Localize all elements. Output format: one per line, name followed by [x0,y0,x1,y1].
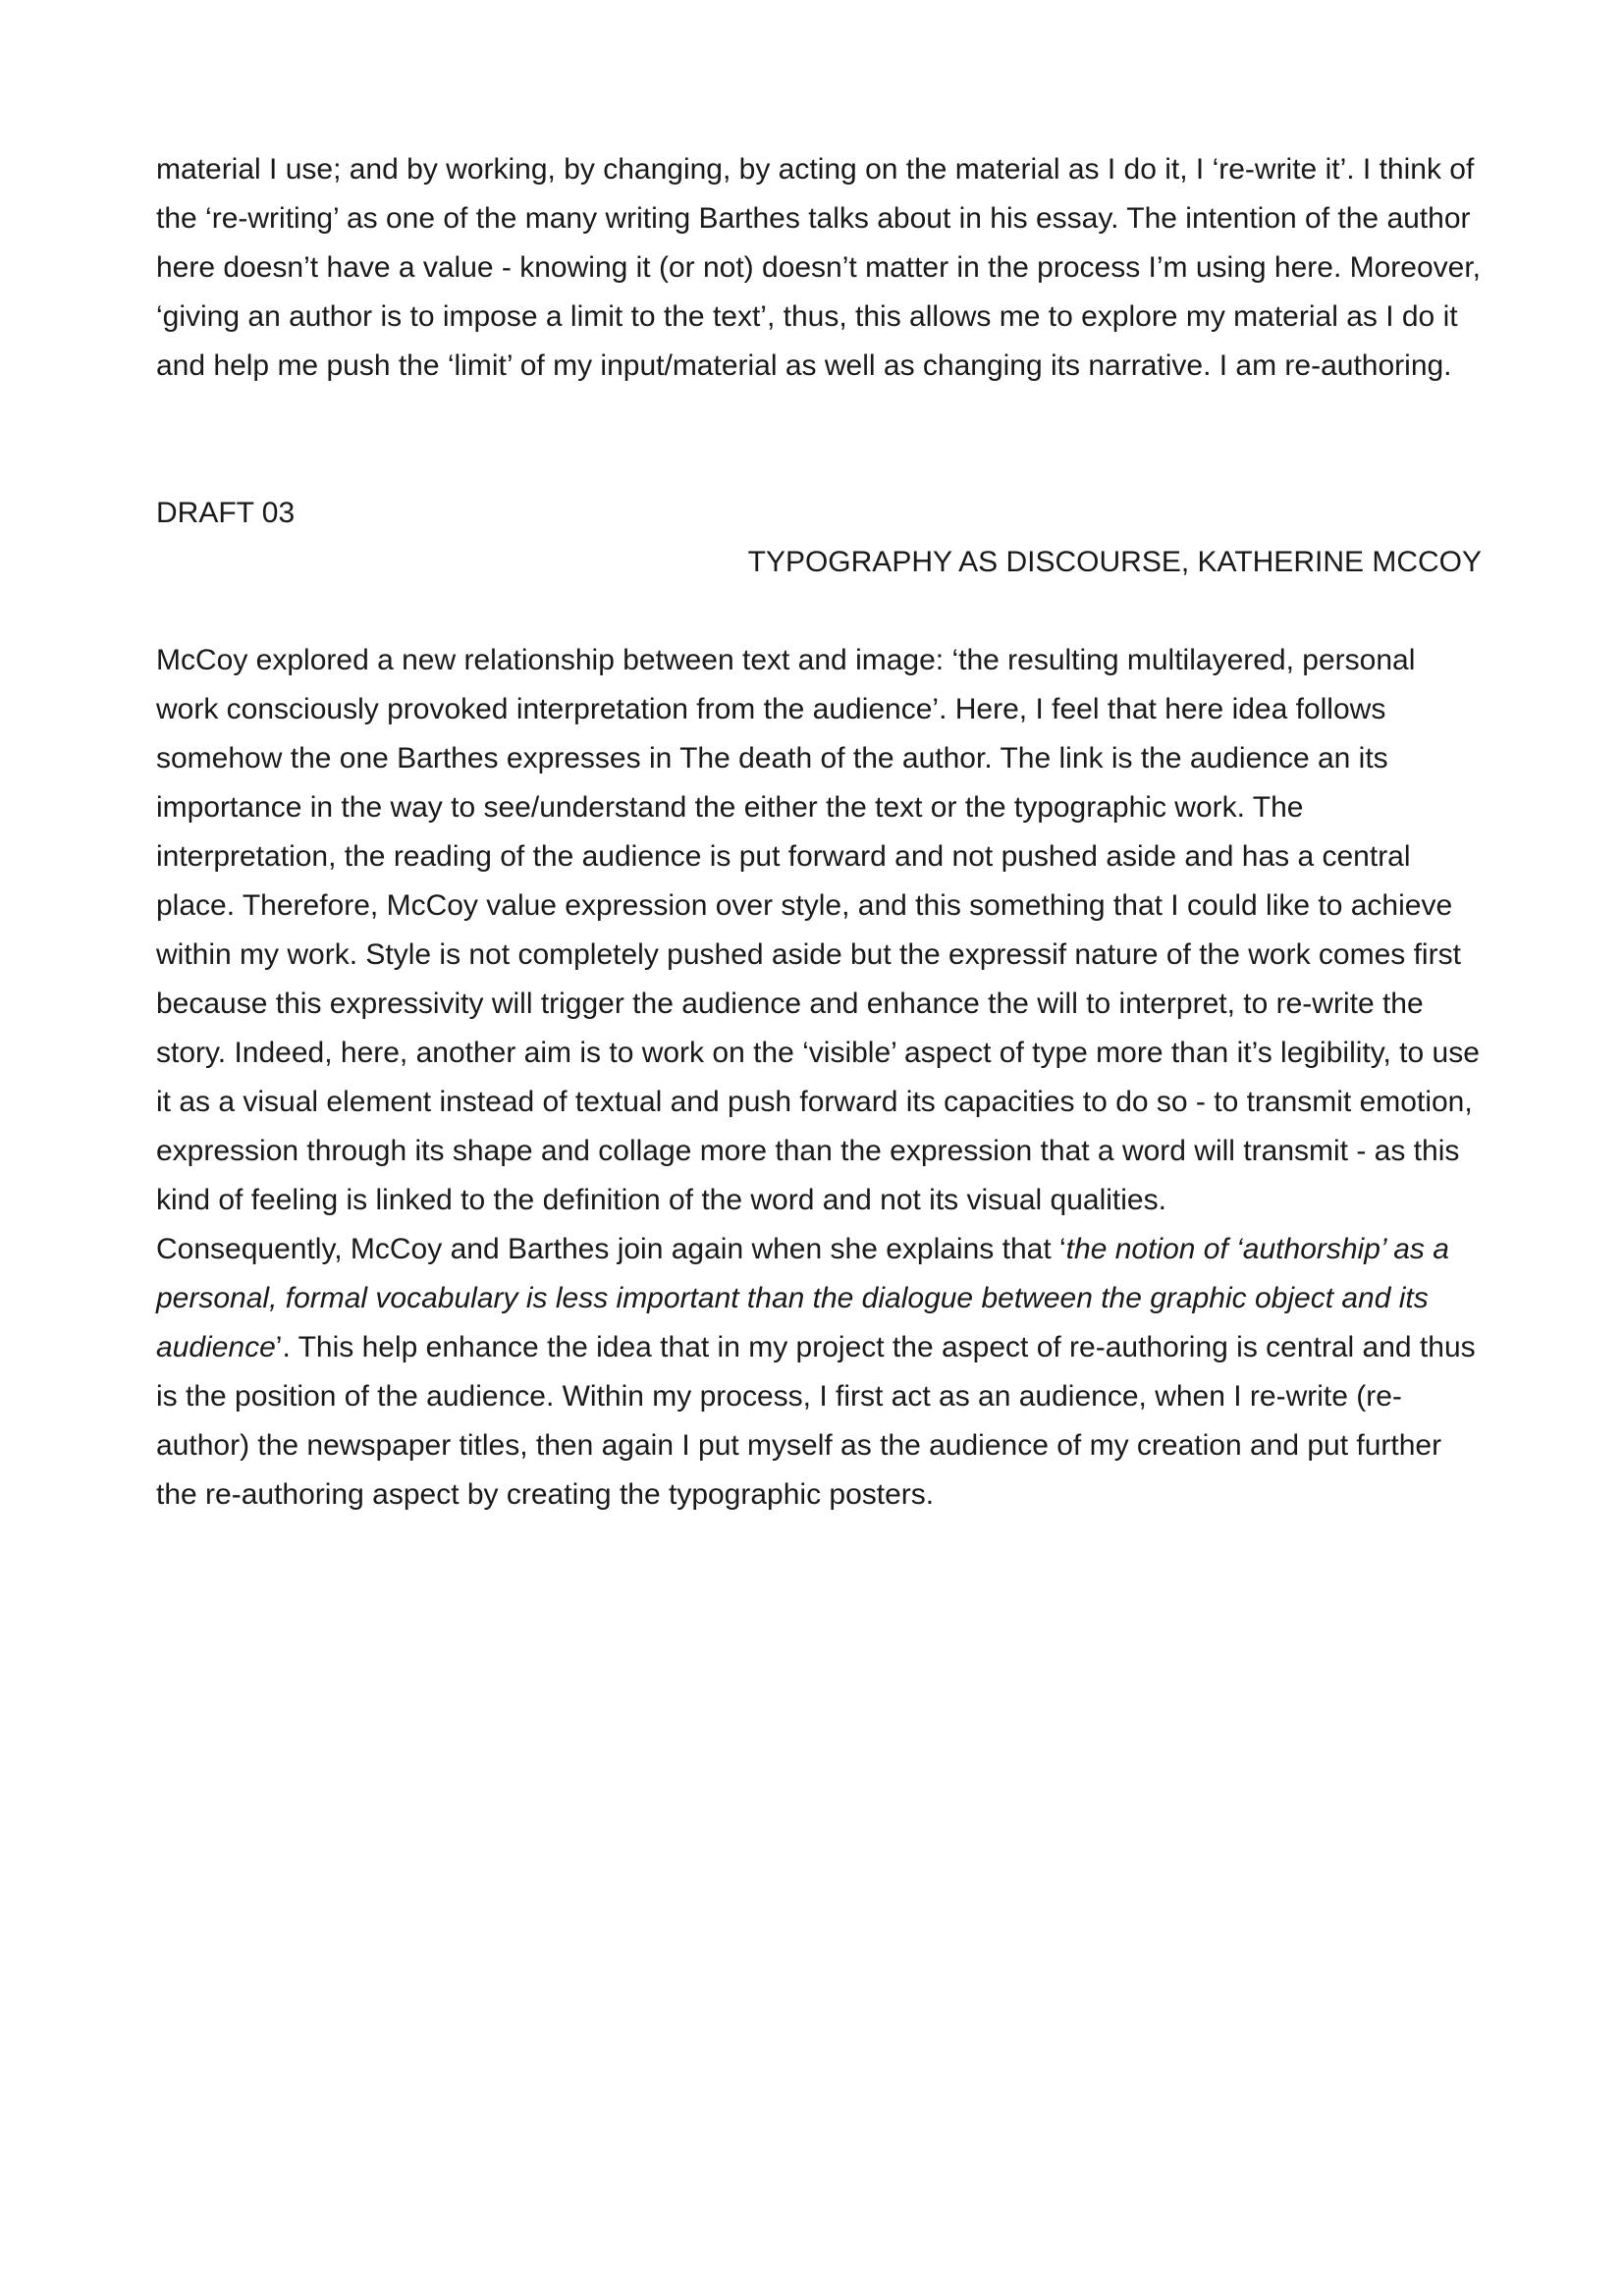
conclusion-rest: ’. This help enhance the idea that in my project the aspect of re-authoring is central and thus is the position of the audience. Within my process, I first act as an audience, when I re-write (re-author) the newspaper titles, then again I put myself as the audience of my creation and put further the re-authoring aspect by creating the typographic posters. [156,1331,1476,1511]
mccoy-paragraph: McCoy explored a new relationship between text and image: ‘the resulting multilayered, personal work consciously provoked interpretation from the audience’. Here, I feel that here idea follows somehow the one Barthes expresses in The death of the author. The link is the audience an its importance in the way to see/understand the either the text or the typographic work. The interpretation, the reading of the audience is put forward and not pushed aside and has a central place. Therefore, McCoy value expression over style, and this something that I could like to achieve within my work. Style is not completely pushed aside but the expressif nature of the work comes first because this expressivity will trigger the audience and enhance the will to interpret, to re-write the story. Indeed, here, another aim is to work on the ‘visible’ aspect of type more than it’s legibility, to use it as a visual element instead of textual and push forward its capacities to do so - to transmit emotion, expression through its shape and collage more than the expression that a word will transmit - as this kind of feeling is linked to the definition of the word and not its visual qualities. [156,644,1480,1216]
conclusion-lead: Consequently, McCoy and Barthes join again when she explains that ‘ [156,1233,1066,1265]
document-page [156,145,1482,1520]
draft-title: TYPOGRAPHY AS DISCOURSE, KATHERINE MCCOY [747,546,1482,578]
intro-paragraph: material I use; and by working, by changing, by acting on the material as I do it, I ‘re-write it’. I think of the ‘re-writing’ as one of the many writing Barthes talks about in his essay. The intention of the author here doesn’t have a value - knowing it (or not) doesn’t matter in the process I’m using here. Moreover, ‘giving an author is to impose a limit to the text’, thus, this allows me to explore my material as I do it and help me push the ‘limit’ of my input/material as well as changing its narrative. I am re-authoring. [156,153,1482,382]
conclusion-paragraph [156,1225,1482,1520]
draft-label: DRAFT 03 [156,497,296,529]
conclusion-quote: the notion of ‘authorship’ as a personal, formal vocabulary is less important than the dialogue between the graphic object and its audience [156,1233,1449,1363]
